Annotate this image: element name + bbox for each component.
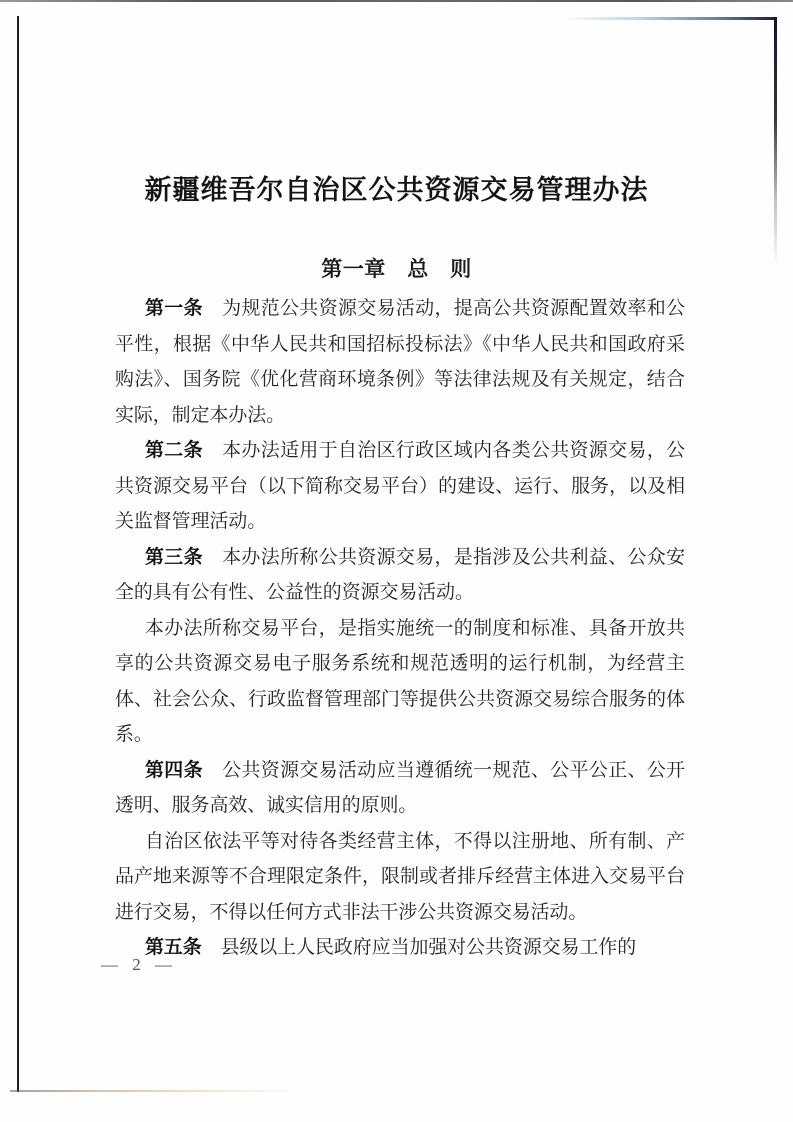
chapter-heading: 第一章 总 则 [321, 258, 472, 281]
article-number-2: 第二条 [145, 440, 203, 461]
paragraph-article-5 [115, 930, 685, 966]
paragraph-text: 本办法所称公共资源交易，是指涉及公共利益、公众安全的具有公有性、公益性的资源交易活动。 [115, 546, 686, 603]
document-body [115, 291, 685, 966]
paragraph-platform-definition [115, 611, 685, 753]
scan-bottom-smudge [10, 1090, 287, 1092]
paragraph-text: 自治区依法平等对待各类经营主体，不得以注册地、所有制、产品产地来源等不合理限定条件，限制或者排斥经营主体进入交易平台进行交易，不得以任何方式非法干涉公共资源交易活动。 [115, 830, 685, 923]
paragraph-text: 公共资源交易活动应当遵循统一规范、公平公正、公开透明、服务高效、诚实信用的原则。 [115, 759, 686, 816]
paragraph-article-3 [115, 540, 685, 611]
article-number-3: 第三条 [145, 546, 203, 568]
paragraph-article-1 [115, 291, 685, 433]
page-number: — 2 — [101, 955, 177, 974]
scan-edge-top-line [0, 0, 793, 2]
paragraph-article-4 [115, 753, 685, 824]
document-title: 新疆维吾尔自治区公共资源交易管理办法 [144, 175, 649, 205]
scan-top-right-line [568, 17, 776, 20]
paragraph-equal-treatment [115, 824, 685, 931]
paragraph-text: 为规范公共资源交易活动，提高公共资源配置效率和公平性，根据《中华人民共和国招标投标法》《中华人民共和国政府采购法》、国务院《优化营商环境条例》等法律法规及有关规定，结合实际，制定本办法。 [115, 298, 686, 426]
article-number-1: 第一条 [145, 298, 203, 319]
paragraph-text: 县级以上人民政府应当加强对公共资源交易工作的 [201, 937, 637, 958]
paragraph-text: 本办法适用于自治区行政区域内各类公共资源交易，公共资源交易平台（以下简称交易平台）的建设、运行、服务，以及相关监督管理活动。 [115, 440, 686, 532]
article-number-4: 第四条 [145, 759, 203, 781]
article-number-5: 第五条 [145, 937, 202, 958]
scan-right-border-line [774, 17, 777, 267]
paragraph-text: 本办法所称交易平台，是指实施统一的制度和标准、具备开放共享的公共资源交易电子服务系统和规范透明的运行机制，为经营主体、社会公众、行政监督管理部门等提供公共资源交易综合服务的体系。 [115, 617, 685, 745]
paragraph-article-2 [115, 433, 685, 540]
